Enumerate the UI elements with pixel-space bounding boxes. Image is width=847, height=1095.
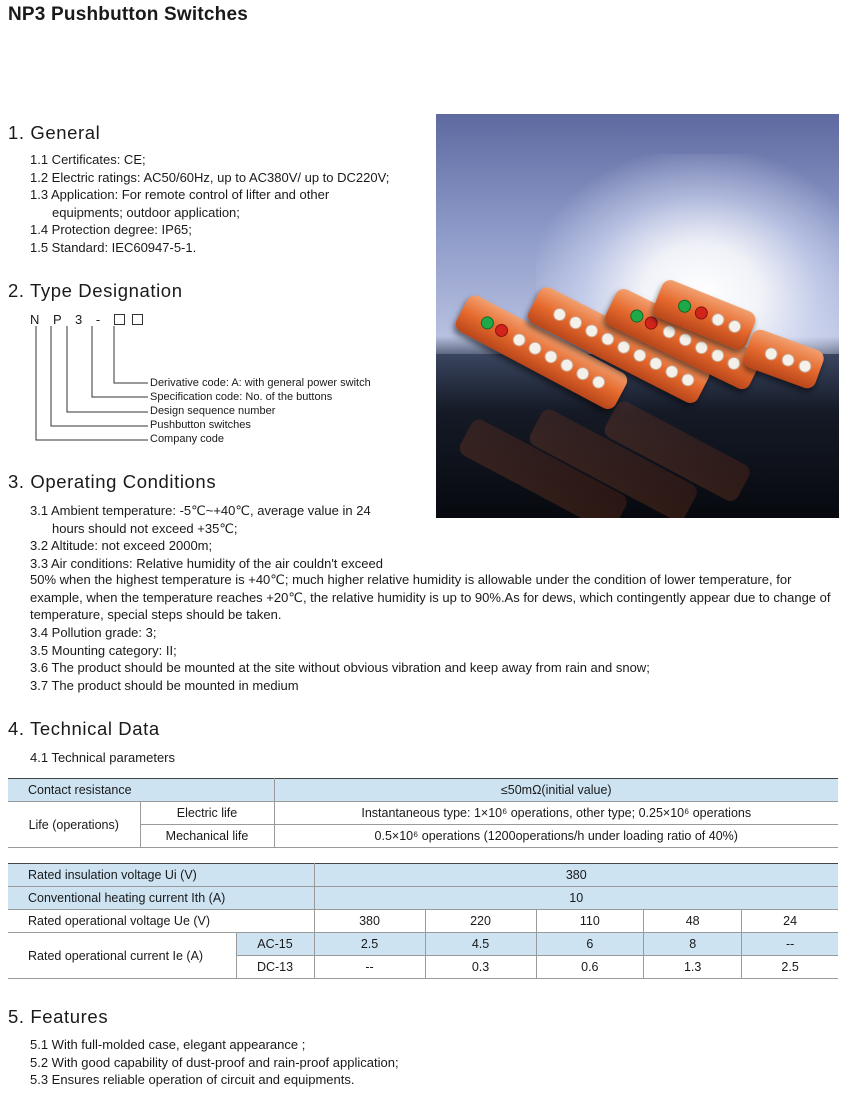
green-button-icon bbox=[676, 298, 693, 315]
list-item: 3.4 Pollution grade: 3; bbox=[30, 625, 157, 640]
table-cell: Rated operational voltage Ue (V) bbox=[8, 910, 314, 933]
table-cell: Electric life bbox=[140, 802, 274, 825]
table-cell: 380 bbox=[314, 910, 425, 933]
table-cell: Instantaneous type: 1×10⁶ operations, other type; 0.25×10⁶ operations bbox=[274, 802, 838, 825]
table-cell: 4.5 bbox=[425, 933, 536, 956]
designation-description: Pushbutton switches bbox=[150, 419, 251, 431]
table-cell: 6 bbox=[536, 933, 644, 956]
button-icon bbox=[647, 355, 664, 372]
button-icon bbox=[574, 365, 592, 383]
button-icon bbox=[583, 322, 600, 339]
red-button-icon bbox=[693, 304, 710, 321]
table-row bbox=[8, 864, 838, 887]
operating-list bbox=[30, 502, 383, 572]
technical-table-contact-life bbox=[8, 778, 838, 848]
designation-code bbox=[30, 312, 150, 327]
button-icon bbox=[660, 323, 677, 340]
button-icon bbox=[590, 373, 608, 391]
designation-leader-lines bbox=[30, 326, 160, 446]
table-cell: DC-13 bbox=[236, 956, 314, 979]
table-cell: 2.5 bbox=[742, 956, 838, 979]
red-button-icon bbox=[493, 322, 511, 340]
placeholder-box-icon bbox=[132, 314, 143, 325]
table-cell: AC-15 bbox=[236, 933, 314, 956]
placeholder-box-icon bbox=[114, 314, 125, 325]
button-icon bbox=[526, 339, 544, 357]
table-row bbox=[8, 802, 838, 825]
table-cell: Conventional heating current Ith (A) bbox=[8, 887, 314, 910]
list-item: 3.3 Air conditions: Relative humidity of the air couldn't exceed bbox=[30, 555, 383, 571]
button-icon bbox=[726, 318, 743, 335]
list-item: 5.3 Ensures reliable operation of circuit and equipments. bbox=[30, 1072, 355, 1087]
button-icon bbox=[679, 371, 696, 388]
button-icon bbox=[763, 346, 780, 363]
features-list bbox=[30, 1036, 399, 1089]
designation-description: Design sequence number bbox=[150, 405, 276, 417]
list-item: 1.4 Protection degree: IP65; bbox=[30, 222, 192, 237]
list-item: 5.2 With good capability of dust-proof and rain-proof application; bbox=[30, 1054, 399, 1070]
list-item: equipments; outdoor application; bbox=[52, 204, 240, 220]
table-cell: -- bbox=[314, 956, 425, 979]
designation-descriptions bbox=[150, 376, 371, 446]
button-icon bbox=[693, 339, 710, 356]
table-cell: Contact resistance bbox=[8, 779, 274, 802]
table-row bbox=[8, 910, 838, 933]
operating-paragraph: 50% when the highest temperature is +40℃; much higher relative humidity is allowable under the condition of lower temperature, for example, when the temperature reaches +20℃, the relative humidity is up to 90%.As for dews, which contingently appear due to change of temperature, special steps should be taken. bbox=[30, 572, 831, 622]
table-cell: 380 bbox=[314, 864, 838, 887]
button-icon bbox=[710, 311, 727, 328]
list-item: 1.2 Electric ratings: AC50/60Hz, up to AC380V/ up to DC220V; bbox=[30, 169, 390, 185]
table-row bbox=[8, 887, 838, 910]
table-cell: 48 bbox=[644, 910, 742, 933]
designation-description: Company code bbox=[150, 433, 224, 445]
button-icon bbox=[542, 348, 560, 366]
list-item: 5.1 With full-molded case, elegant appearance ; bbox=[30, 1037, 306, 1052]
button-icon bbox=[558, 356, 576, 374]
button-icon bbox=[725, 355, 742, 372]
list-item: 3.5 Mounting category: II; bbox=[30, 642, 177, 658]
table-cell: 10 bbox=[314, 887, 838, 910]
button-icon bbox=[567, 314, 584, 331]
table-cell: ≤50mΩ(initial value) bbox=[274, 779, 838, 802]
table-cell: 220 bbox=[425, 910, 536, 933]
green-button-icon bbox=[479, 314, 497, 332]
list-item: 3.2 Altitude: not exceed 2000m; bbox=[30, 538, 213, 553]
green-button-icon bbox=[628, 307, 645, 324]
designation-letters: N P 3 - bbox=[30, 312, 106, 327]
button-icon bbox=[510, 331, 528, 349]
button-icon bbox=[663, 363, 680, 380]
button-icon bbox=[677, 331, 694, 348]
table-row bbox=[8, 933, 838, 956]
operating-list-continued bbox=[30, 624, 650, 694]
table-cell: Rated insulation voltage Ui (V) bbox=[8, 864, 314, 887]
technical-subheading: 4.1 Technical parameters bbox=[30, 750, 176, 765]
section-heading-technical-data: 4. Technical Data bbox=[8, 718, 160, 739]
table-cell: 110 bbox=[536, 910, 644, 933]
general-list bbox=[30, 151, 389, 256]
table-cell: 0.3 bbox=[425, 956, 536, 979]
list-item: 1.1 Certificates: CE; bbox=[30, 152, 146, 167]
button-icon bbox=[599, 330, 616, 347]
list-item: 1.5 Standard: IEC60947-5-1. bbox=[30, 239, 197, 255]
button-icon bbox=[797, 358, 814, 375]
button-icon bbox=[631, 347, 648, 364]
designation-description: Derivative code: A: with general power switch bbox=[150, 377, 371, 389]
list-item: 3.6 The product should be mounted at the site without obvious vibration and keep away from rain and snow; bbox=[30, 660, 650, 675]
table-cell: 8 bbox=[644, 933, 742, 956]
list-item: 3.1 Ambient temperature: -5℃~+40℃, average value in 24 bbox=[30, 503, 371, 518]
button-icon bbox=[780, 352, 797, 369]
table-cell: Life (operations) bbox=[8, 802, 140, 848]
technical-table-ratings bbox=[8, 863, 838, 979]
table-row bbox=[8, 779, 838, 802]
page-title: NP3 Pushbutton Switches bbox=[8, 4, 249, 25]
table-cell: 1.3 bbox=[644, 956, 742, 979]
table-cell: 24 bbox=[742, 910, 838, 933]
button-icon bbox=[709, 347, 726, 364]
section-heading-operating-conditions: 3. Operating Conditions bbox=[8, 471, 217, 492]
button-icon bbox=[551, 306, 568, 323]
section-heading-general: 1. General bbox=[8, 122, 101, 143]
table-cell: -- bbox=[742, 933, 838, 956]
table-cell: 2.5 bbox=[314, 933, 425, 956]
section-heading-features: 5. Features bbox=[8, 1006, 109, 1027]
table-cell: 0.6 bbox=[536, 956, 644, 979]
table-cell: Mechanical life bbox=[140, 825, 274, 848]
designation-description: Specification code: No. of the buttons bbox=[150, 391, 333, 403]
table-cell: 0.5×10⁶ operations (1200operations/h under loading ratio of 40%) bbox=[274, 825, 838, 848]
product-photo bbox=[436, 114, 839, 518]
list-item: hours should not exceed +35℃; bbox=[52, 520, 238, 536]
table-cell: Rated operational current Ie (A) bbox=[8, 933, 236, 979]
button-icon bbox=[615, 338, 632, 355]
list-item: 1.3 Application: For remote control of lifter and other bbox=[30, 187, 330, 202]
section-heading-type-designation: 2. Type Designation bbox=[8, 280, 183, 301]
list-item: 3.7 The product should be mounted in medium bbox=[30, 677, 299, 693]
